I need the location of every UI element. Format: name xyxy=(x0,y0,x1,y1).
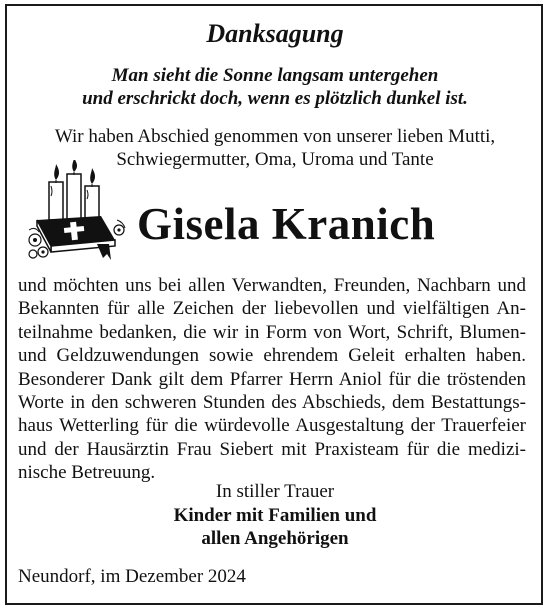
closing-family-line-2: allen Angehörigen xyxy=(201,528,349,549)
thanks-text xyxy=(18,274,526,485)
thanks-text-line: und möchten uns bei allen Verwandten, Freunden, Nachbarn und xyxy=(18,275,526,296)
thanks-text-line: Besonderer Dank gilt dem Pfarrer Herrn Aniol für die tröstenden xyxy=(18,368,526,390)
place-and-date: Neundorf, im Dezember 2024 xyxy=(18,566,246,587)
heading: Danksagung xyxy=(206,19,344,48)
thanks-text-line: Bekannten für alle Zeichen der liebevollen und vielfältigen An- xyxy=(18,298,526,320)
closing-mourning: In stiller Trauer xyxy=(215,481,335,502)
thanks-text-line: Worte in den schweren Stunden des Abschieds, dem Bestattungs- xyxy=(18,392,526,414)
candles-and-bible-icon xyxy=(27,160,129,262)
thanks-text-line: nische Betreuung. xyxy=(18,462,156,484)
thanks-text-line: haus Wetterling für die würdevolle Ausgestaltung der Trauerfeier xyxy=(18,415,526,437)
intro-line-1: Wir haben Abschied genommen von unserer lieben Mutti, xyxy=(54,126,496,147)
poem-line-2: und erschrickt doch, wenn es plötzlich dunkel ist. xyxy=(82,88,468,109)
thanks-text-line: und Geldzuwendungen sowie ehrendem Geleit erhalten haben. xyxy=(18,345,526,367)
poem-line-1: Man sieht die Sonne langsam untergehen xyxy=(111,65,439,86)
deceased-name: Gisela Kranich xyxy=(137,199,436,249)
closing-family-line-1: Kinder mit Familien und xyxy=(173,505,377,526)
thanks-text-line: und der Hausärztin Frau Siebert mit Praxisteam für die medizi- xyxy=(18,438,526,460)
thanks-text-line: teilnahme bedanken, die wir in Form von Wort, Schrift, Blumen- xyxy=(18,321,526,343)
intro-line-2: Schwiegermutter, Oma, Uroma und Tante xyxy=(116,149,434,170)
